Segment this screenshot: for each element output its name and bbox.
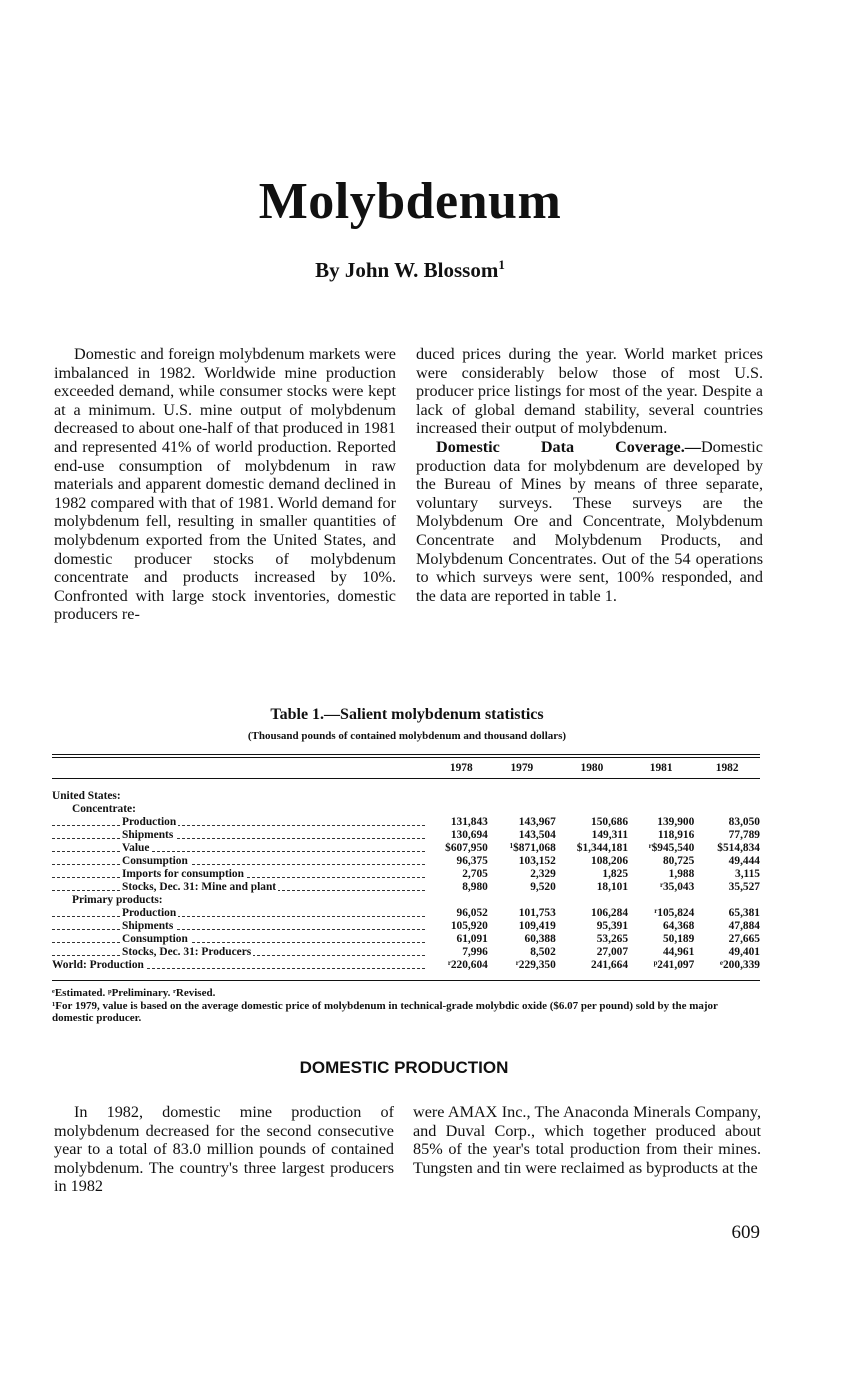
value-cell: 143,967: [518, 816, 556, 828]
value-cell: [628, 803, 694, 816]
value-cell: 77,789: [728, 829, 760, 841]
value-cell: 118,916: [657, 829, 695, 841]
row-label-text: Imports for consumption: [122, 868, 244, 880]
table-header-row: [52, 760, 760, 777]
table-row: [52, 868, 760, 881]
coverage-text: Domestic production data for molybdenum are developed by the Bureau of Mines by means of three separate, voluntary surveys. These surveys are the Molybdenum Ore and Concentrate, Molybdenum Concentrate and Molybdenum Products, and Molybdenum Concentrates. Out of the 54 operations to which surveys were sent, 100% responded, and the data are reported in table 1.: [416, 437, 763, 605]
value-cell: 83,050: [728, 816, 760, 828]
value-cell: 241,664: [591, 959, 629, 971]
domestic-left-column: [54, 1103, 394, 1196]
header-year: 1982: [715, 762, 739, 774]
row-label: [52, 855, 435, 868]
value-cell: 96,052: [456, 907, 488, 919]
value-cell: 65,381: [728, 907, 760, 919]
value-cell: [435, 894, 488, 907]
value-cell: $607,950: [445, 842, 488, 854]
value-cell: 108,206: [591, 855, 629, 867]
byline: [0, 258, 820, 283]
value-cell: ᵉ200,339: [720, 959, 760, 971]
domestic-paragraph-1: In 1982, domestic mine production of molybdenum decreased for the second consecutive year to a total of 83.0 million pounds of contained molybdenum. The country's three largest producers in 1982: [54, 1103, 394, 1196]
row-label-text: Consumption: [122, 933, 188, 945]
row-label-text: Production: [122, 816, 177, 828]
row-label-text: Stocks, Dec. 31: Mine and plant: [122, 881, 277, 893]
header-year: 1978: [449, 762, 473, 774]
value-cell: 101,753: [518, 907, 556, 919]
coverage-heading: Domestic Data Coverage.—: [436, 437, 701, 456]
value-cell: 149,311: [591, 829, 629, 841]
value-cell: ʳ35,043: [660, 881, 695, 893]
table-row: [52, 816, 760, 829]
value-cell: [694, 894, 760, 907]
row-label-text: Shipments: [122, 829, 174, 841]
value-cell: [488, 790, 556, 803]
value-cell: [435, 790, 488, 803]
value-cell: 18,101: [596, 881, 629, 893]
value-cell: 96,375: [456, 855, 488, 867]
table-row: [52, 855, 760, 868]
value-cell: 95,391: [596, 920, 629, 932]
value-cell: 3,115: [735, 868, 760, 880]
footnote-symbols: ᵉEstimated. ᵖPreliminary. ʳRevised.: [52, 987, 216, 999]
row-label: [52, 881, 435, 894]
table-row: [52, 907, 760, 920]
value-cell: 27,007: [596, 946, 629, 958]
value-cell: 47,884: [728, 920, 760, 932]
table-row: [52, 842, 760, 855]
value-cell: ʳ229,350: [515, 959, 556, 971]
value-cell: ʳ$945,540: [648, 842, 695, 854]
row-label: [52, 829, 435, 842]
row-label-text: Shipments: [122, 920, 174, 932]
value-cell: 44,961: [662, 946, 695, 958]
row-label: [52, 894, 435, 907]
table-body: [52, 777, 760, 972]
table-row: [52, 881, 760, 894]
row-label: [52, 907, 435, 920]
value-cell: ʳ105,824: [654, 907, 695, 919]
article-title: Molybdenum: [258, 173, 562, 230]
value-cell: ᵖ241,097: [653, 959, 695, 971]
domestic-paragraph-2: were AMAX Inc., The Anaconda Minerals Company, and Duval Corp., which together produced about 85% of the year's total production from their mines. Tungsten and tin were reclaimed as byproducts at the: [413, 1103, 761, 1177]
value-cell: 7,996: [462, 946, 488, 958]
value-cell: 61,091: [456, 933, 488, 945]
domestic-right-column: [413, 1103, 761, 1177]
value-cell: 60,388: [524, 933, 556, 945]
row-label: [52, 946, 435, 959]
row-label: [52, 933, 435, 946]
row-label: [52, 868, 435, 881]
value-cell: [628, 790, 694, 803]
row-label-text: Value: [122, 842, 150, 854]
table-row: [52, 933, 760, 946]
value-cell: 131,843: [450, 816, 488, 828]
footnote-1: ¹For 1979, value is based on the average domestic price of molybdenum in technical-grade molybdic oxide ($6.07 per pound) sold by the major domestic producer.: [52, 999, 718, 1024]
table-row: [52, 959, 760, 972]
value-cell: [488, 894, 556, 907]
table-row: [52, 920, 760, 933]
value-cell: 49,444: [728, 855, 760, 867]
value-cell: 1,825: [602, 868, 629, 880]
value-cell: 8,502: [530, 946, 556, 958]
table-spacer-row: [52, 777, 760, 790]
row-label-text: Concentrate:: [72, 803, 136, 815]
header-year: 1981: [649, 762, 673, 774]
value-cell: [628, 894, 694, 907]
value-cell: $1,344,181: [576, 842, 629, 854]
value-cell: [694, 803, 760, 816]
table-title: Table 1.—Salient molybdenum statistics: [270, 706, 544, 723]
intro-left-column: [54, 345, 396, 624]
value-cell: $514,834: [717, 842, 760, 854]
value-cell: 139,900: [657, 816, 695, 828]
value-cell: [556, 790, 628, 803]
table-subtitle: (Thousand pounds of contained molybdenum and thousand dollars): [247, 730, 567, 742]
value-cell: 105,920: [450, 920, 488, 932]
value-cell: [694, 790, 760, 803]
value-cell: 150,686: [591, 816, 629, 828]
table-top-rule-2: [52, 757, 760, 758]
value-cell: ¹$871,068: [509, 842, 556, 854]
row-label-text: United States:: [52, 790, 121, 802]
value-cell: 1,988: [668, 868, 695, 880]
header-year: 1979: [510, 762, 534, 774]
value-cell: 2,329: [530, 868, 556, 880]
table-row: [52, 829, 760, 842]
row-label-text: World: Production: [52, 959, 144, 971]
byline-footnote-mark: 1: [498, 257, 505, 272]
value-cell: 27,665: [728, 933, 760, 945]
table-row: [52, 803, 760, 816]
row-label: [52, 920, 435, 933]
value-cell: 103,152: [518, 855, 556, 867]
row-label-text: Stocks, Dec. 31: Producers: [122, 946, 252, 958]
row-label: [52, 790, 435, 803]
table-footnotes: [52, 987, 762, 1025]
section-heading: DOMESTIC PRODUCTION: [299, 1058, 509, 1077]
value-cell: [556, 894, 628, 907]
value-cell: 106,284: [591, 907, 629, 919]
value-cell: 130,694: [450, 829, 488, 841]
row-label: [52, 803, 435, 816]
coverage-paragraph: [416, 438, 763, 605]
intro-right-column: [416, 345, 763, 605]
intro-paragraph-2: duced prices during the year. World market prices were considerably below those of most U.S. producer price listings for most of the year. Despite a lack of global demand stability, several countries increased their output of molybdenum.: [416, 345, 763, 438]
value-cell: 64,368: [662, 920, 695, 932]
value-cell: ʳ220,604: [447, 959, 488, 971]
table-row: [52, 790, 760, 803]
author-name: By John W. Blossom: [315, 258, 499, 282]
value-cell: 49,401: [728, 946, 760, 958]
row-label-text: Consumption: [122, 855, 188, 867]
value-cell: 35,527: [728, 881, 760, 893]
value-cell: 2,705: [462, 868, 488, 880]
intro-paragraph-1: Domestic and foreign molybdenum markets were imbalanced in 1982. Worldwide mine production exceeded demand, while consumer stocks were kept at a minimum. U.S. mine output of molybdenum decreased to about one-half of that produced in 1981 and represented 41% of world production. Reported end-use consumption of molybdenum in raw materials and apparent domestic demand declined in 1982 compared with that of 1981. World demand for molybdenum fell, resulting in smaller quantities of molybdenum exported from the United States, and domestic producer stocks of molybdenum concentrate and products increased by 10%. Confronted with large stock inventories, domestic producers re-: [54, 345, 396, 624]
row-label: [52, 842, 435, 855]
table-bottom-rule: [52, 980, 760, 981]
table-row: [52, 946, 760, 959]
value-cell: 143,504: [518, 829, 556, 841]
row-label: [52, 816, 435, 829]
statistics-table: [52, 760, 760, 972]
header-label-cell: [52, 760, 435, 777]
value-cell: [488, 803, 556, 816]
row-label-text: Production: [122, 907, 177, 919]
value-cell: 8,980: [462, 881, 488, 893]
row-label-text: Primary products:: [72, 894, 163, 906]
value-cell: 53,265: [596, 933, 629, 945]
value-cell: [556, 803, 628, 816]
value-cell: 9,520: [530, 881, 556, 893]
header-year: 1980: [580, 762, 604, 774]
value-cell: 109,419: [518, 920, 556, 932]
page-number: 609: [731, 1222, 760, 1243]
table-top-rule: [52, 754, 760, 755]
row-label: [52, 959, 435, 972]
table-row: [52, 894, 760, 907]
value-cell: 50,189: [662, 933, 695, 945]
value-cell: 80,725: [662, 855, 695, 867]
value-cell: [435, 803, 488, 816]
